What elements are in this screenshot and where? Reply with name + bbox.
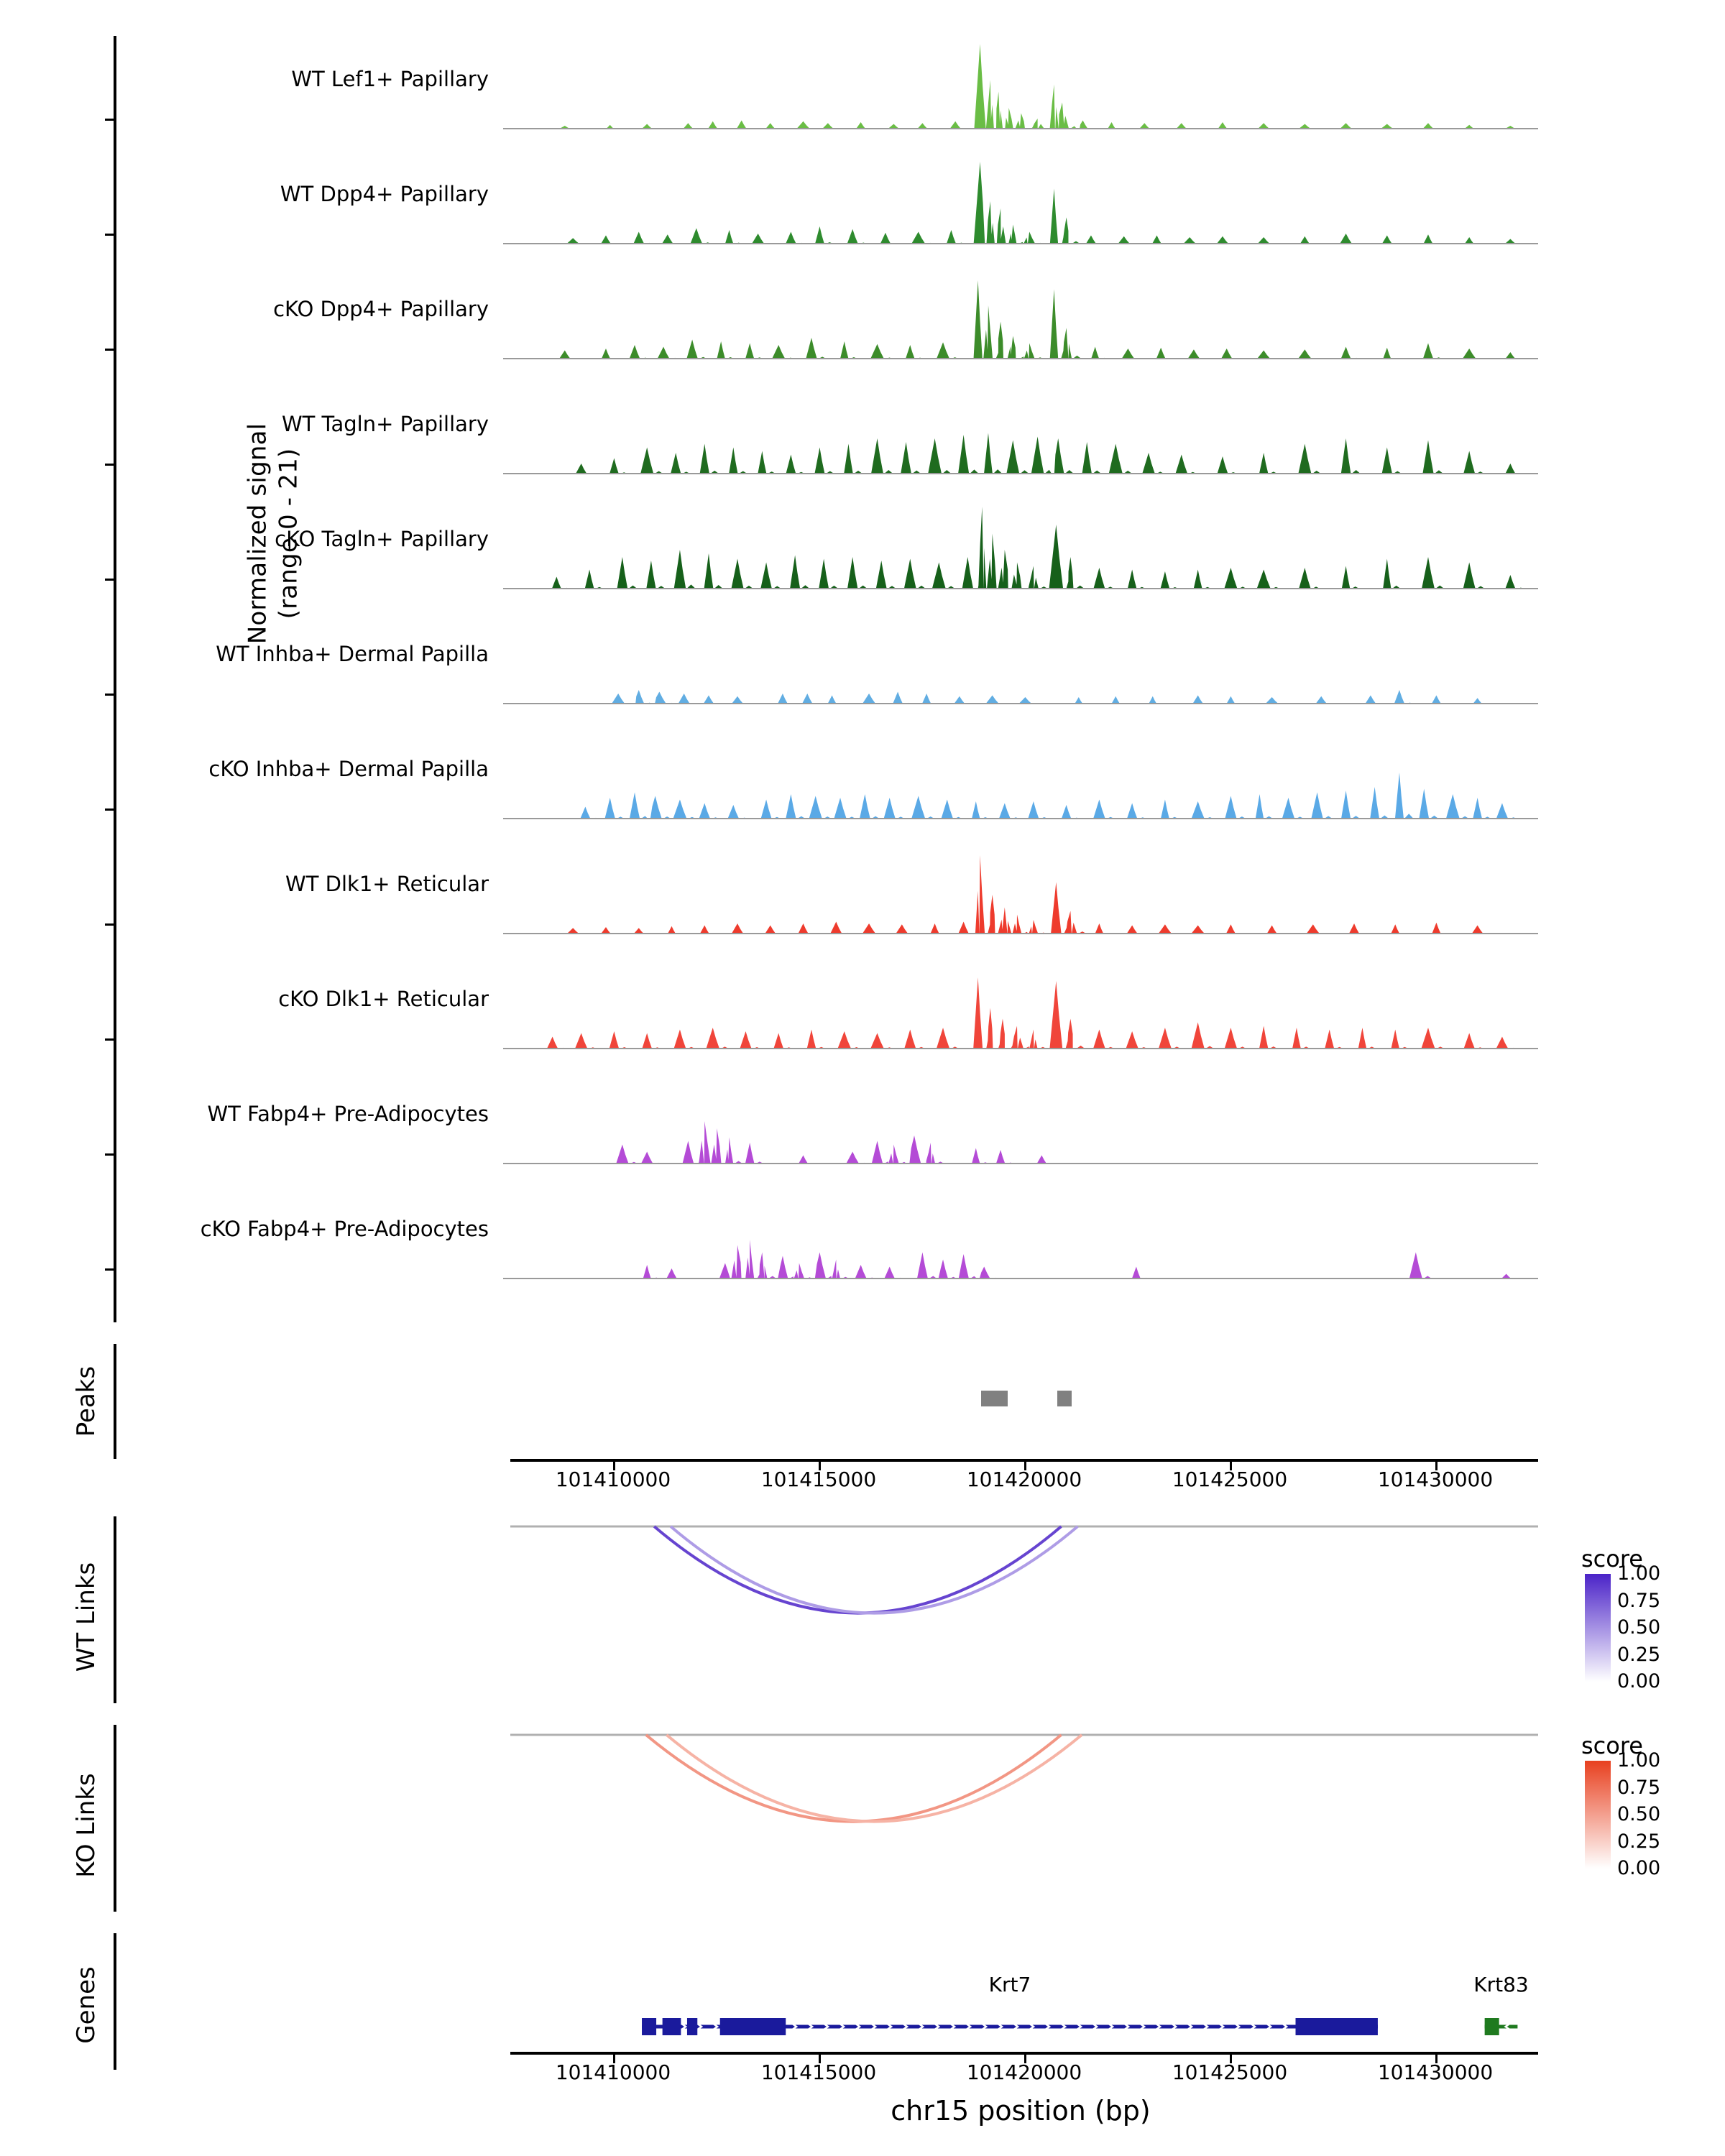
track-label: WT Dlk1+ Reticular <box>285 871 489 896</box>
peak-region <box>1057 1391 1072 1406</box>
track-baseline <box>503 933 1538 934</box>
signal-track <box>503 384 1538 474</box>
track-label: cKO Dlk1+ Reticular <box>278 986 489 1011</box>
track-baseline <box>503 1163 1538 1164</box>
legend-tick-label: 0.25 <box>1617 1643 1661 1666</box>
signal-track <box>503 1074 1538 1164</box>
track-baseline <box>503 128 1538 129</box>
x-axis-tick-label: 101425000 <box>1172 2060 1288 2084</box>
track-label: cKO Fabp4+ Pre-Adipocytes <box>200 1216 489 1241</box>
x-axis-tick-label: 101415000 <box>760 2060 877 2084</box>
track-label: cKO Dpp4+ Papillary <box>273 296 489 321</box>
signal-curve <box>503 1189 1531 1279</box>
signal-curve <box>503 729 1531 819</box>
genes-section-label: Genes <box>72 1966 101 2044</box>
ko-links-panel-spine <box>114 1725 116 1912</box>
signal-track <box>503 729 1538 819</box>
track-label: cKO Inhba+ Dermal Papilla <box>208 756 489 781</box>
track-label: WT Inhba+ Dermal Papilla <box>216 641 489 666</box>
legend-tick-label: 0.50 <box>1617 1616 1661 1639</box>
signal-panel-spine <box>114 36 116 1322</box>
y-axis-tick <box>105 234 116 236</box>
x-axis-tick-label: 101430000 <box>1377 1468 1494 1491</box>
track-baseline <box>503 818 1538 819</box>
peaks-section-label: Peaks <box>72 1365 101 1437</box>
legend-tick-label: 0.00 <box>1617 1857 1661 1879</box>
legend-tick-label: 0.00 <box>1617 1670 1661 1692</box>
x-axis-tick-label: 101410000 <box>555 2060 671 2084</box>
signal-track <box>503 844 1538 934</box>
track-baseline <box>503 1048 1538 1049</box>
track-label: WT Lef1+ Papillary <box>291 66 489 91</box>
track-baseline <box>503 1278 1538 1279</box>
signal-curve <box>503 959 1531 1049</box>
x-axis-tick-label: 101425000 <box>1172 1468 1288 1491</box>
y-axis-tick <box>105 579 116 581</box>
signal-track <box>503 270 1538 359</box>
signal-track <box>503 959 1538 1049</box>
signal-track <box>503 1189 1538 1279</box>
x-axis-label: chr15 position (bp) <box>891 2095 1151 2127</box>
y-axis-label-line2: (range 0 - 21) <box>274 448 303 619</box>
track-baseline <box>503 358 1538 359</box>
legend-tick-label: 1.00 <box>1617 1562 1661 1585</box>
signal-curve <box>503 844 1531 934</box>
y-axis-tick <box>105 349 116 351</box>
legend-tick-label: 0.50 <box>1617 1803 1661 1825</box>
peak-region <box>981 1391 1008 1406</box>
y-axis-tick <box>105 464 116 466</box>
track-label: WT Fabp4+ Pre-Adipocytes <box>207 1101 489 1126</box>
signal-curve <box>503 384 1531 474</box>
track-label: WT Dpp4+ Papillary <box>280 181 489 206</box>
x-axis-tick-label: 101430000 <box>1377 2060 1494 2084</box>
y-axis-tick <box>105 1153 116 1156</box>
y-axis-tick <box>105 808 116 811</box>
signal-curve <box>503 270 1531 359</box>
legend-colorbar <box>1585 1574 1611 1682</box>
track-label: WT Tagln+ Papillary <box>281 411 489 436</box>
genes-panel-spine <box>114 1933 116 2070</box>
y-axis-tick <box>105 923 116 926</box>
x-axis-tick-label: 101420000 <box>966 2060 1082 2084</box>
y-axis-tick <box>105 694 116 696</box>
gene-name: Krt83 <box>1473 1973 1529 1996</box>
y-axis-tick <box>105 1038 116 1041</box>
signal-track <box>503 40 1538 129</box>
legend-tick-label: 0.25 <box>1617 1830 1661 1853</box>
links-arcs <box>510 1522 1538 1616</box>
y-axis-tick <box>105 119 116 121</box>
track-baseline <box>503 703 1538 704</box>
gene-name: Krt7 <box>988 1973 1031 1996</box>
signal-track <box>503 614 1538 704</box>
x-axis-tick-label: 101415000 <box>760 1468 877 1491</box>
signal-track <box>503 499 1538 589</box>
track-baseline <box>503 588 1538 589</box>
signal-track <box>503 155 1538 244</box>
track-baseline <box>503 473 1538 474</box>
legend-tick-label: 0.75 <box>1617 1589 1661 1612</box>
track-label: cKO Tagln+ Papillary <box>275 526 489 551</box>
gene-models <box>510 2005 1538 2048</box>
links-arcs <box>510 1731 1538 1824</box>
peaks-panel-spine <box>114 1344 116 1459</box>
signal-curve <box>503 155 1531 244</box>
wt-links-panel-spine <box>114 1516 116 1703</box>
track-baseline <box>503 243 1538 244</box>
y-axis-label-line1: Normalized signal <box>243 423 272 645</box>
legend-tick-label: 1.00 <box>1617 1749 1661 1772</box>
signal-curve <box>503 40 1531 129</box>
wt-links-section-label: WT Links <box>72 1562 101 1672</box>
ko-links-section-label: KO Links <box>72 1773 101 1878</box>
signal-curve <box>503 499 1531 589</box>
ko-links-legend-title: score <box>1581 1732 1643 1759</box>
x-axis-tick-label: 101420000 <box>966 1468 1082 1491</box>
x-axis-tick-label: 101410000 <box>555 1468 671 1491</box>
y-axis-tick <box>105 1268 116 1271</box>
legend-tick-label: 0.75 <box>1617 1776 1661 1799</box>
signal-curve <box>503 1074 1531 1164</box>
signal-curve <box>503 614 1531 704</box>
legend-colorbar <box>1585 1761 1611 1869</box>
wt-links-legend-title: score <box>1581 1545 1643 1572</box>
